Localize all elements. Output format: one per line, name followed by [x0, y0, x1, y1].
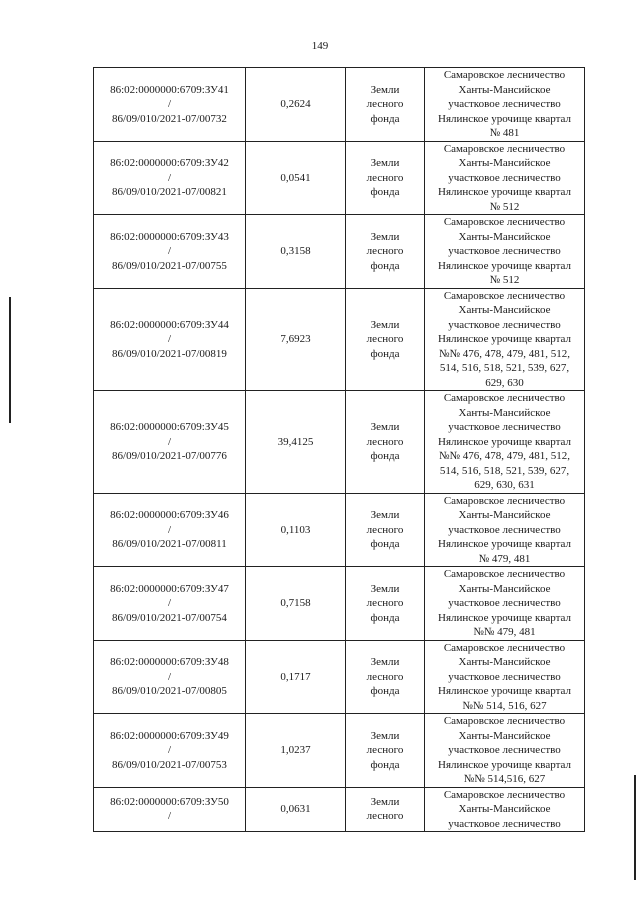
location-line: участковое лесничество [448, 421, 561, 433]
separator: / [167, 98, 172, 110]
location-line: Ханты-Мансийское [458, 406, 551, 419]
cadastral-number: 86:02:0000000:6709:ЗУ50 [110, 795, 229, 808]
location-line: Ханты-Мансийское [458, 729, 551, 742]
table-row [94, 787, 585, 832]
category-cell [346, 68, 425, 142]
cadastral-cell [94, 567, 246, 641]
location-line: участковое лесничество [448, 670, 561, 683]
location-cell [425, 288, 585, 391]
category-line: Земли [370, 157, 400, 169]
cadastral-number: 86:02:0000000:6709:ЗУ42 [110, 157, 229, 169]
table-row [94, 714, 585, 788]
location-line: №№ 476, 478, 479, 481, 512, [439, 450, 570, 462]
category-cell [346, 288, 425, 391]
category-cell [346, 215, 425, 289]
cadastral-number: 86:02:0000000:6709:ЗУ41 [110, 83, 229, 96]
location-line: Самаровское лесничество [443, 216, 566, 228]
separator: / [167, 744, 172, 756]
area-cell [246, 141, 346, 215]
location-line: Ханты-Мансийское [458, 509, 551, 521]
category-line: Земли [370, 729, 400, 742]
category-cell [346, 567, 425, 641]
location-line: Нялинское урочище квартал [438, 758, 571, 771]
category-line: лесного [366, 523, 404, 536]
cadastral-number: 86:02:0000000:6709:ЗУ46 [110, 509, 229, 521]
cadastral-cell [94, 714, 246, 788]
area-value: 0,7158 [280, 597, 311, 609]
category-line: лесного [366, 171, 404, 184]
cadastral-number: 86:02:0000000:6709:ЗУ48 [110, 656, 229, 668]
category-line: фонда [370, 611, 400, 624]
cadastral-cell [94, 787, 246, 832]
cadastral-number: 86:02:0000000:6709:ЗУ45 [110, 421, 229, 433]
category-line: лесного [366, 98, 404, 110]
location-line: участковое лесничество [448, 245, 561, 257]
location-cell [425, 787, 585, 832]
location-line: Самаровское лесничество [443, 142, 566, 155]
area-value: 0,0631 [280, 803, 311, 815]
cadastral-cell [94, 391, 246, 494]
category-line: Земли [370, 656, 400, 668]
location-line: Самаровское лесничество [443, 69, 566, 81]
land-plots-table [93, 67, 585, 832]
location-line: № 512 [489, 200, 520, 213]
separator: / [167, 670, 172, 683]
location-line: № 512 [489, 274, 520, 286]
table-row [94, 391, 585, 494]
area-cell [246, 391, 346, 494]
cadastral-cell [94, 215, 246, 289]
category-line: Земли [370, 230, 400, 243]
location-cell [425, 640, 585, 714]
location-line: Самаровское лесничество [443, 715, 566, 727]
location-cell [425, 714, 585, 788]
category-line: Земли [370, 582, 400, 595]
category-line: лесного [366, 333, 404, 345]
registration-number: 86/09/010/2021-07/00805 [112, 685, 227, 697]
category-line: Земли [370, 83, 400, 96]
category-line: Земли [370, 509, 400, 521]
category-line: фонда [370, 259, 400, 272]
location-line: Ханты-Мансийское [458, 230, 551, 243]
location-line: участковое лесничество [448, 98, 561, 110]
table-row [94, 493, 585, 567]
area-value: 0,1717 [280, 670, 311, 683]
location-line: Ханты-Мансийское [458, 803, 551, 815]
category-line: Земли [370, 318, 400, 331]
category-line: фонда [370, 538, 400, 550]
area-value: 0,0541 [280, 171, 311, 184]
table-row [94, 141, 585, 215]
cadastral-number: 86:02:0000000:6709:ЗУ49 [110, 729, 229, 742]
location-line: Нялинское урочище квартал [438, 685, 571, 697]
category-line: фонда [370, 112, 400, 125]
separator: / [167, 333, 172, 345]
registration-number: 86/09/010/2021-07/00732 [112, 112, 227, 125]
table-row [94, 215, 585, 289]
table-row [94, 288, 585, 391]
category-line: лесного [366, 670, 404, 683]
location-line: №№ 514, 516, 627 [462, 699, 547, 712]
table-row [94, 567, 585, 641]
area-cell [246, 640, 346, 714]
registration-number: 86/09/010/2021-07/00754 [112, 611, 227, 624]
area-value: 0,2624 [280, 98, 311, 110]
registration-number: 86/09/010/2021-07/00776 [112, 450, 227, 462]
area-value: 0,3158 [280, 245, 311, 257]
location-line: №№ 476, 478, 479, 481, 512, [439, 347, 570, 360]
cadastral-cell [94, 68, 246, 142]
location-line: Ханты-Мансийское [458, 582, 551, 595]
cadastral-number: 86:02:0000000:6709:ЗУ43 [110, 230, 229, 243]
category-cell [346, 141, 425, 215]
area-cell [246, 493, 346, 567]
location-line: Ханты-Мансийское [458, 83, 551, 96]
category-line: фонда [370, 347, 400, 360]
category-line: Земли [370, 421, 400, 433]
cadastral-number: 86:02:0000000:6709:ЗУ44 [110, 318, 229, 331]
location-line: Ханты-Мансийское [458, 656, 551, 668]
location-line: участковое лесничество [448, 523, 561, 536]
location-line: Самаровское лесничество [443, 494, 566, 507]
category-cell [346, 493, 425, 567]
category-line: фонда [370, 186, 400, 198]
location-line: 629, 630, 631 [474, 479, 535, 491]
category-line: фонда [370, 685, 400, 697]
location-line: 629, 630 [485, 376, 524, 389]
location-cell [425, 567, 585, 641]
cadastral-cell [94, 141, 246, 215]
area-value: 0,1103 [280, 523, 311, 536]
location-line: Нялинское урочище квартал [438, 259, 571, 272]
cadastral-cell [94, 288, 246, 391]
area-value: 39,4125 [277, 435, 314, 448]
location-line: Ханты-Мансийское [458, 304, 551, 316]
location-line: 514, 516, 518, 521, 539, 627, [439, 464, 570, 477]
category-line: лесного [366, 810, 404, 823]
location-line: Нялинское урочище квартал [438, 112, 571, 125]
registration-number: 86/09/010/2021-07/00821 [112, 186, 227, 198]
table-row [94, 68, 585, 142]
location-line: Нялинское урочище квартал [438, 333, 571, 345]
location-line: участковое лесничество [448, 817, 561, 830]
location-line: Самаровское лесничество [443, 392, 566, 404]
separator: / [167, 435, 172, 448]
area-cell [246, 714, 346, 788]
separator: / [167, 810, 172, 823]
area-cell [246, 215, 346, 289]
category-cell [346, 787, 425, 832]
page-number: 149 [311, 40, 329, 52]
category-line: лесного [366, 597, 404, 609]
registration-number: 86/09/010/2021-07/00811 [112, 538, 227, 550]
location-line: №№ 514,516, 627 [463, 773, 546, 785]
location-line: Нялинское урочище квартал [438, 435, 571, 448]
separator: / [167, 523, 172, 536]
category-line: лесного [366, 435, 404, 448]
location-line: участковое лесничество [448, 318, 561, 331]
category-cell [346, 714, 425, 788]
location-line: участковое лесничество [448, 744, 561, 756]
separator: / [167, 245, 172, 257]
location-line: Самаровское лесничество [443, 788, 566, 801]
location-line: 514, 516, 518, 521, 539, 627, [439, 362, 570, 374]
area-cell [246, 288, 346, 391]
area-cell [246, 567, 346, 641]
location-line: участковое лесничество [448, 171, 561, 184]
location-line: участковое лесничество [448, 597, 561, 609]
separator: / [167, 171, 172, 184]
location-line: Самаровское лесничество [443, 641, 566, 654]
registration-number: 86/09/010/2021-07/00753 [112, 758, 227, 771]
location-line: Самаровское лесничество [443, 568, 566, 580]
category-line: фонда [370, 450, 400, 462]
location-line: Нялинское урочище квартал [438, 611, 571, 624]
location-line: № 481 [489, 127, 520, 139]
location-cell [425, 141, 585, 215]
category-line: лесного [366, 245, 404, 257]
area-value: 7,6923 [280, 333, 311, 345]
separator: / [167, 597, 172, 609]
table-row [94, 640, 585, 714]
location-cell [425, 68, 585, 142]
location-line: Нялинское урочище квартал [438, 186, 571, 198]
registration-number: 86/09/010/2021-07/00755 [112, 259, 227, 272]
registration-number: 86/09/010/2021-07/00819 [112, 347, 227, 360]
area-cell [246, 68, 346, 142]
cadastral-number: 86:02:0000000:6709:ЗУ47 [110, 582, 229, 595]
category-line: лесного [366, 744, 404, 756]
area-value: 1,0237 [280, 744, 311, 756]
location-line: Ханты-Мансийское [458, 157, 551, 169]
category-line: фонда [370, 758, 400, 771]
scan-margin-mark [9, 297, 11, 423]
location-cell [425, 215, 585, 289]
category-cell [346, 640, 425, 714]
location-cell [425, 391, 585, 494]
location-line: Самаровское лесничество [443, 289, 566, 302]
location-line: №№ 479, 481 [473, 626, 536, 638]
location-line: Нялинское урочище квартал [438, 538, 571, 550]
cadastral-cell [94, 640, 246, 714]
location-line: № 479, 481 [478, 552, 531, 565]
area-cell [246, 787, 346, 832]
scan-margin-mark [634, 775, 636, 880]
location-cell [425, 493, 585, 567]
category-line: Земли [370, 795, 400, 808]
cadastral-cell [94, 493, 246, 567]
category-cell [346, 391, 425, 494]
